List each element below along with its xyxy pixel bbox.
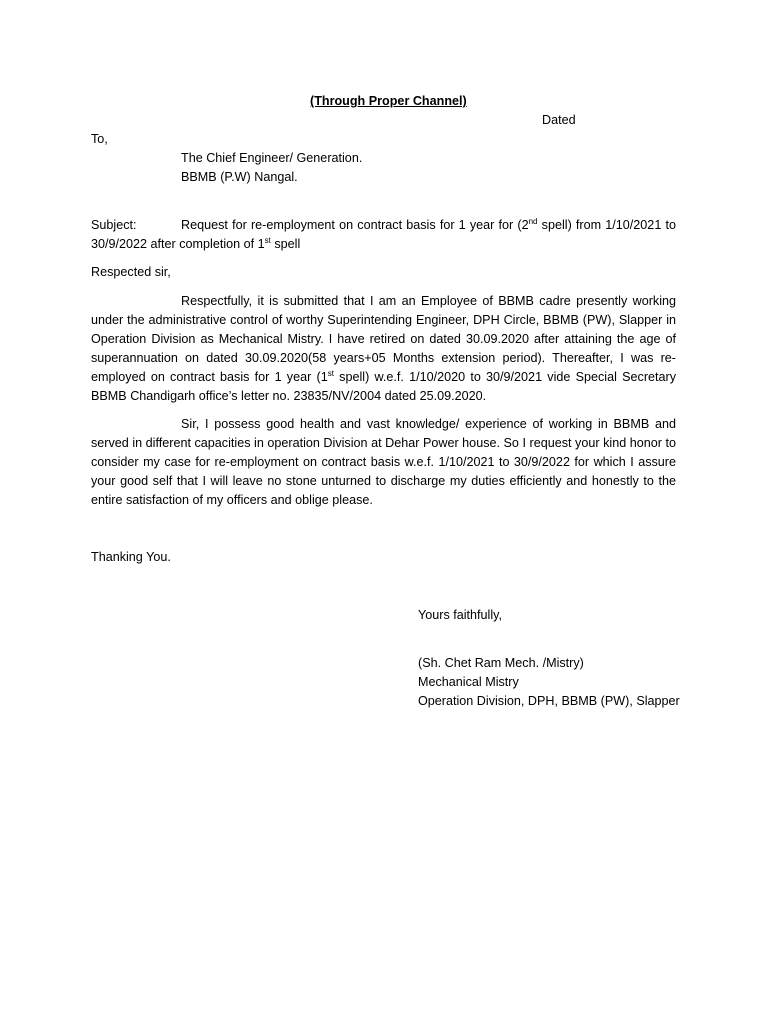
subject-line-1: [181, 216, 676, 235]
to-label: To,: [91, 132, 108, 146]
paragraph-1: [91, 292, 676, 406]
closing-line: Yours faithfully,: [418, 608, 503, 622]
subject-text-1: Request for re-employment on contract basis for 1 year for (2: [181, 218, 529, 232]
signatory-name: (Sh. Chet Ram Mech. /Mistry): [418, 656, 584, 670]
paragraph-1-text-b: spell) w.e.f. 1/10/2020 to 30/9/2021 vide Special Secretary BBMB Chandigarh office’s letter no. 23835/NV/2004 dated 25.09.2020.: [91, 370, 677, 403]
subject-label: Subject:: [91, 218, 137, 232]
subject-text-3: 30/9/2022 after completion of 1: [91, 237, 265, 251]
recipient-line-1: The Chief Engineer/ Generation.: [181, 151, 363, 165]
subject-sup-2: st: [264, 235, 271, 245]
paragraph-2: [91, 415, 676, 510]
paragraph-1-sup: st: [327, 368, 334, 378]
thanks-line: Thanking You.: [91, 550, 171, 564]
salutation: Respected sir,: [91, 265, 171, 279]
paragraph-1-text-a: Respectfully, it is submitted that I am an Employee of BBMB cadre presently working under the administrative control of worthy Superintending Engineer, DPH Circle, BBMB (PW), Slapper in Operation Division as Mechanical Mistry. I have retired on dated 30.09.2020 after attaining the age of superannuation on dated 30.09.2020(58 years+05 Months extension period). Thereafter, I was re-employed on contract basis for 1 year (1: [91, 294, 676, 384]
subject-line-2: [91, 235, 300, 254]
subject-text-2: spell) from 1/10/2021 to: [537, 218, 676, 232]
subject-sup-1: nd: [528, 216, 538, 226]
dated-label: Dated: [542, 113, 576, 127]
signatory-designation: Mechanical Mistry: [418, 675, 519, 689]
subject-text-4: spell: [270, 237, 301, 251]
letter-heading: (Through Proper Channel): [310, 94, 467, 108]
recipient-line-2: BBMB (P.W) Nangal.: [181, 170, 298, 184]
signatory-office: Operation Division, DPH, BBMB (PW), Slapper: [418, 694, 680, 708]
paragraph-2-text: Sir, I possess good health and vast knowledge/ experience of working in BBMB and served in different capacities in operation Division at Dehar Power house. So I request your kind honor to consider my case for re-employment on contract basis w.e.f. 1/10/2021 to 30/9/2022 for which I assure your good self that I will leave no stone unturned to discharge my duties efficiently and honestly to the entire satisfaction of my officers and oblige please.: [91, 417, 676, 507]
